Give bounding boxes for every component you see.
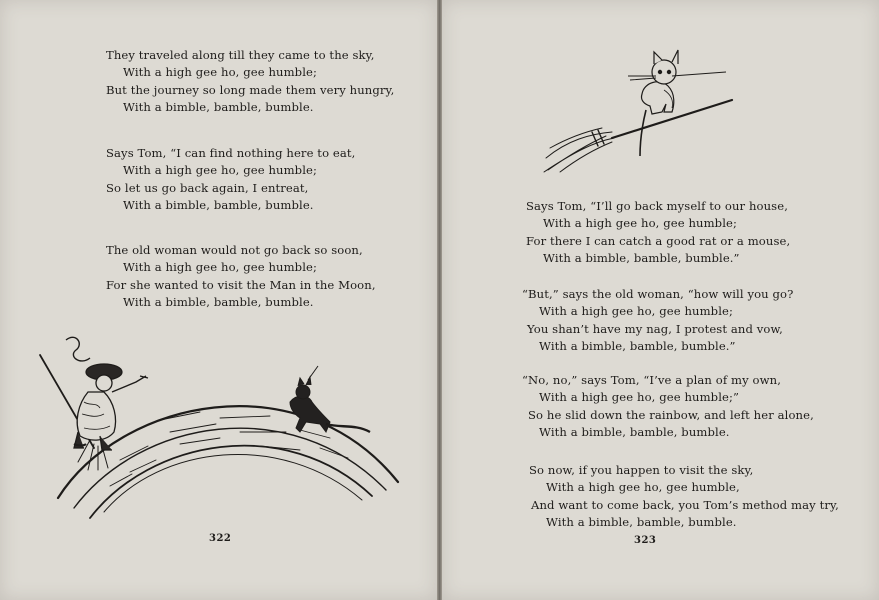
page-number: 322: [209, 533, 232, 544]
verse-line: With a high gee ho, gee humble;: [123, 163, 317, 178]
verse-line: With a high gee ho, gee humble;”: [539, 390, 740, 405]
stanza: [522, 286, 793, 355]
cat-on-broomstick-illustration: [442, 0, 879, 200]
verse-line: You shan’t have my nag, I protest and vow,: [527, 321, 783, 336]
verse-line: With a bimble, bamble, bumble.: [539, 424, 730, 439]
verse-line: And want to come back, you Tom’s method may try,: [531, 497, 839, 512]
right-page: [442, 0, 879, 600]
page-number: 323: [634, 535, 657, 546]
verse-line: So let us go back again, I entreat,: [106, 180, 309, 195]
verse-line: With a high gee ho, gee humble;: [539, 304, 733, 319]
verse-line: With a high gee ho, gee humble,: [546, 480, 740, 495]
verse-line: Says Tom, “I’ll go back myself to our house,: [526, 199, 788, 213]
verse-line: With a bimble, bamble, bumble.”: [543, 250, 740, 265]
stanza: [529, 462, 839, 531]
verse-line: They traveled along till they came to the sky,: [106, 48, 375, 62]
verse-line: So now, if you happen to visit the sky,: [529, 463, 754, 477]
verse-line: With a high gee ho, gee humble;: [123, 260, 317, 275]
verse-line: With a high gee ho, gee humble;: [543, 216, 737, 231]
stanza: [522, 372, 814, 441]
verse-line: For there I can catch a good rat or a mouse,: [526, 233, 791, 248]
verse-line: With a high gee ho, gee humble;: [123, 65, 317, 80]
verse-line: With a bimble, bamble, bumble.: [123, 197, 314, 212]
verse-line: With a bimble, bamble, bumble.: [123, 99, 314, 114]
verse-line: With a bimble, bamble, bumble.”: [539, 338, 736, 353]
stanza: [526, 198, 790, 267]
verse-line: With a bimble, bamble, bumble.: [546, 514, 737, 529]
verse-line: So he slid down the rainbow, and left her alone,: [528, 407, 814, 422]
verse-line: Says Tom, “I can find nothing here to eat,: [106, 146, 356, 160]
rainbow-witch-cat-illustration: [0, 0, 437, 600]
verse-line: The old woman would not go back so soon,: [106, 243, 363, 257]
verse-line: With a bimble, bamble, bumble.: [123, 294, 314, 309]
verse-line: “No, no,” says Tom, “I’ve a plan of my own,: [522, 373, 782, 387]
left-page: [0, 0, 437, 600]
verse-line: “But,” says the old woman, “how will you go?: [522, 287, 794, 301]
verse-line: But the journey so long made them very hungry,: [106, 82, 395, 97]
verse-line: For she wanted to visit the Man in the Moon,: [106, 277, 376, 292]
